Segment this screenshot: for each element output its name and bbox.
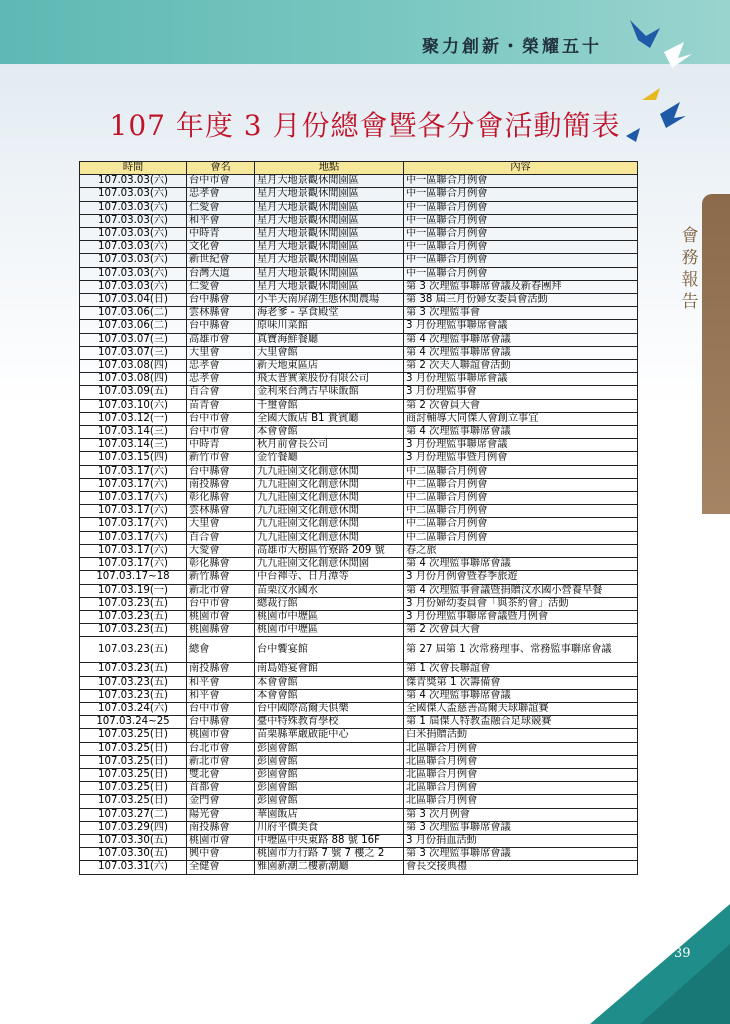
cell-time: 107.03.25(日)	[80, 742, 187, 755]
cell-location: 彭園會館	[255, 795, 404, 808]
cell-time: 107.03.17(六)	[80, 531, 187, 544]
table-row	[80, 188, 638, 201]
cell-location: 飛太普實業股份有限公司	[255, 373, 404, 386]
cell-location: 全國大飯店 B1 貴賓廳	[255, 412, 404, 425]
cell-chapter: 南投縣會	[187, 663, 255, 676]
cell-time: 107.03.10(六)	[80, 399, 187, 412]
cell-content: 商討輔導大同傑人會創立事宜	[404, 412, 638, 425]
cell-content: 中一區聯合月例會	[404, 228, 638, 241]
cell-location: 九九莊園文化創意休閒	[255, 505, 404, 518]
table-row	[80, 782, 638, 795]
cell-location: 千璽會館	[255, 399, 404, 412]
cell-time: 107.03.25(日)	[80, 768, 187, 781]
cell-location: 大里會館	[255, 346, 404, 359]
cell-time: 107.03.12(一)	[80, 412, 187, 425]
cell-time: 107.03.23(五)	[80, 676, 187, 689]
cell-time: 107.03.23(五)	[80, 689, 187, 702]
table-row	[80, 201, 638, 214]
cell-location: 九九莊園文化創意休閒園	[255, 558, 404, 571]
cell-time: 107.03.03(六)	[80, 214, 187, 227]
table-row	[80, 175, 638, 188]
cell-location: 本會會館	[255, 676, 404, 689]
cell-chapter: 仁愛會	[187, 201, 255, 214]
cell-time: 107.03.27(二)	[80, 808, 187, 821]
cell-location: 小半天南屏湖生態休閒農場	[255, 294, 404, 307]
cell-location: 川府平價美食	[255, 821, 404, 834]
table-row	[80, 426, 638, 439]
cell-chapter: 首都會	[187, 782, 255, 795]
cell-location: 彭園會館	[255, 755, 404, 768]
cell-content: 春之旅	[404, 544, 638, 557]
table-header-row	[80, 162, 638, 175]
cell-chapter: 台中縣會	[187, 294, 255, 307]
table-row	[80, 848, 638, 861]
cell-location: 秋月前會長公司	[255, 439, 404, 452]
cell-content: 中一區聯合月例會	[404, 267, 638, 280]
cell-time: 107.03.17(六)	[80, 492, 187, 505]
cell-location: 桃園市力行路 7 號 7 樓之 2	[255, 848, 404, 861]
cell-location: 真寶海鮮餐廳	[255, 333, 404, 346]
cell-content: 第 3 次月例會	[404, 808, 638, 821]
col-header-chapter: 會名	[187, 162, 255, 175]
table-row	[80, 478, 638, 491]
cell-chapter: 百合會	[187, 386, 255, 399]
cell-content: 第 38 屆三月份婦女委員會活動	[404, 294, 638, 307]
cell-content: 3 月份婦幼委員會「與茶約會」活動	[404, 597, 638, 610]
cell-time: 107.03.23(五)	[80, 663, 187, 676]
table-row	[80, 228, 638, 241]
cell-chapter: 彰化縣會	[187, 558, 255, 571]
table-row	[80, 505, 638, 518]
cell-chapter: 雲林縣會	[187, 307, 255, 320]
cell-time: 107.03.14(三)	[80, 439, 187, 452]
cell-chapter: 南投縣會	[187, 821, 255, 834]
cell-location: 九九莊園文化創意休閒	[255, 465, 404, 478]
cell-chapter: 高雄市會	[187, 333, 255, 346]
cell-time: 107.03.03(六)	[80, 175, 187, 188]
cell-content: 中一區聯合月例會	[404, 254, 638, 267]
cell-chapter: 台中市會	[187, 597, 255, 610]
cell-time: 107.03.09(五)	[80, 386, 187, 399]
cell-chapter: 彰化縣會	[187, 492, 255, 505]
cell-content: 第 4 次理監事聯席會議	[404, 333, 638, 346]
table-row	[80, 267, 638, 280]
table-row	[80, 755, 638, 768]
table-row	[80, 768, 638, 781]
cell-content: 北區聯合月例會	[404, 782, 638, 795]
cell-content: 中二區聯合月例會	[404, 465, 638, 478]
cell-location: 中台禪寺、日月潭等	[255, 571, 404, 584]
cell-location: 星月大地景觀休閒園區	[255, 280, 404, 293]
table-row	[80, 584, 638, 597]
table-row	[80, 558, 638, 571]
table-row	[80, 624, 638, 637]
cell-chapter: 中時青	[187, 439, 255, 452]
table-row	[80, 214, 638, 227]
cell-content: 中一區聯合月例會	[404, 188, 638, 201]
section-tab-label: 會務報告	[681, 226, 699, 312]
cell-chapter: 台中縣會	[187, 320, 255, 333]
table-row	[80, 399, 638, 412]
cell-content: 北區聯合月例會	[404, 795, 638, 808]
table-row	[80, 492, 638, 505]
activity-table	[79, 161, 638, 875]
cell-time: 107.03.17(六)	[80, 505, 187, 518]
cell-chapter: 台中市會	[187, 702, 255, 715]
table-row	[80, 320, 638, 333]
cell-content: 傑青獎第 1 次籌備會	[404, 676, 638, 689]
cell-time: 107.03.03(六)	[80, 188, 187, 201]
table-row	[80, 689, 638, 702]
cell-content: 中一區聯合月例會	[404, 201, 638, 214]
cell-time: 107.03.03(六)	[80, 241, 187, 254]
cell-time: 107.03.23(五)	[80, 610, 187, 623]
cell-location: 台中饗宴館	[255, 637, 404, 663]
cell-content: 第 3 次理監事聯席會議	[404, 848, 638, 861]
cell-content: 第 1 次會長聯誼會	[404, 663, 638, 676]
cell-chapter: 新竹市會	[187, 452, 255, 465]
cell-location: 星月大地景觀休閒園區	[255, 241, 404, 254]
table-row	[80, 676, 638, 689]
cell-content: 第 4 次理監事聯席會議	[404, 558, 638, 571]
cell-chapter: 苗青會	[187, 399, 255, 412]
cell-content: 3 月份月例會暨春季旅遊	[404, 571, 638, 584]
cell-time: 107.03.03(六)	[80, 254, 187, 267]
cell-location: 桃園市中壢區	[255, 610, 404, 623]
cell-time: 107.03.14(三)	[80, 426, 187, 439]
cell-time: 107.03.17(六)	[80, 544, 187, 557]
table-row	[80, 808, 638, 821]
cell-content: 中二區聯合月例會	[404, 505, 638, 518]
cell-location: 苗栗汶水國水	[255, 584, 404, 597]
table-row	[80, 861, 638, 874]
cell-chapter: 新北市會	[187, 584, 255, 597]
cell-content: 第 27 屆第 1 次常務理事、常務監事聯席會議	[404, 637, 638, 663]
cell-time: 107.03.06(二)	[80, 320, 187, 333]
cell-chapter: 興中會	[187, 848, 255, 861]
cell-location: 雅園新潮二樓新潮廳	[255, 861, 404, 874]
cell-chapter: 台中市會	[187, 175, 255, 188]
cell-location: 星月大地景觀休閒園區	[255, 254, 404, 267]
cell-chapter: 中時青	[187, 228, 255, 241]
cell-content: 3 月份理監事聯席會議	[404, 439, 638, 452]
cell-time: 107.03.17(六)	[80, 518, 187, 531]
cell-chapter: 南投縣會	[187, 478, 255, 491]
table-row	[80, 465, 638, 478]
page-title: 107 年度 3 月份總會暨各分會活動簡表	[109, 109, 621, 142]
cell-content: 第 3 次理監事聯席會議	[404, 821, 638, 834]
cell-location: 總裁行館	[255, 597, 404, 610]
cell-time: 107.03.17(六)	[80, 478, 187, 491]
cell-time: 107.03.17(六)	[80, 558, 187, 571]
cell-content: 3 月份理監事聯席會議暨月例會	[404, 610, 638, 623]
cell-time: 107.03.07(三)	[80, 346, 187, 359]
cell-time: 107.03.15(四)	[80, 452, 187, 465]
cell-location: 彭園會館	[255, 742, 404, 755]
cell-location: 星月大地景觀休閒園區	[255, 228, 404, 241]
cell-chapter: 台北市會	[187, 742, 255, 755]
header-slogan: 聚力創新・榮耀五十	[422, 37, 602, 57]
table-row	[80, 663, 638, 676]
cell-location: 台中國際高爾夫俱樂	[255, 702, 404, 715]
cell-chapter: 台中縣會	[187, 465, 255, 478]
cell-content: 第 2 次會員大會	[404, 399, 638, 412]
cell-chapter: 桃園市會	[187, 610, 255, 623]
col-header-location: 地點	[255, 162, 404, 175]
cell-time: 107.03.23(五)	[80, 637, 187, 663]
cell-content: 全國傑人盃慈善高爾夫球聯誼賽	[404, 702, 638, 715]
cell-time: 107.03.03(六)	[80, 201, 187, 214]
cell-content: 第 3 次理監事聯席會議及新春團拜	[404, 280, 638, 293]
activity-table-container	[79, 161, 637, 875]
table-row	[80, 821, 638, 834]
cell-chapter: 新竹縣會	[187, 571, 255, 584]
cell-location: 九九莊園文化創意休閒	[255, 518, 404, 531]
cell-time: 107.03.19(一)	[80, 584, 187, 597]
cell-chapter: 金門會	[187, 795, 255, 808]
cell-location: 新天地東區店	[255, 360, 404, 373]
cell-location: 九九莊園文化創意休閒	[255, 531, 404, 544]
cell-location: 海老爹 - 享食殿堂	[255, 307, 404, 320]
cell-time: 107.03.17~18	[80, 571, 187, 584]
cell-content: 中二區聯合月例會	[404, 492, 638, 505]
cell-time: 107.03.17(六)	[80, 465, 187, 478]
cell-time: 107.03.25(日)	[80, 795, 187, 808]
cell-location: 高雄市大樹區竹寮路 209 號	[255, 544, 404, 557]
cell-location: 九九莊園文化創意休閒	[255, 492, 404, 505]
cell-location: 星月大地景觀休閒園區	[255, 201, 404, 214]
table-row	[80, 531, 638, 544]
cell-content: 第 2 次夫人聯誼會活動	[404, 360, 638, 373]
table-row	[80, 333, 638, 346]
table-row	[80, 597, 638, 610]
table-row	[80, 518, 638, 531]
table-row	[80, 360, 638, 373]
cell-location: 九九莊園文化創意休閒	[255, 478, 404, 491]
cell-time: 107.03.06(二)	[80, 307, 187, 320]
cell-chapter: 新北市會	[187, 755, 255, 768]
table-row	[80, 729, 638, 742]
cell-time: 107.03.24~25	[80, 716, 187, 729]
table-row	[80, 834, 638, 847]
cell-time: 107.03.30(五)	[80, 834, 187, 847]
cell-location: 本會會館	[255, 689, 404, 702]
cell-content: 中一區聯合月例會	[404, 175, 638, 188]
cell-chapter: 新世紀會	[187, 254, 255, 267]
cell-time: 107.03.03(六)	[80, 280, 187, 293]
cell-time: 107.03.25(日)	[80, 755, 187, 768]
cell-content: 3 月份捐血活動	[404, 834, 638, 847]
cell-time: 107.03.03(六)	[80, 228, 187, 241]
table-row	[80, 795, 638, 808]
cell-chapter: 雙北會	[187, 768, 255, 781]
cell-time: 107.03.25(日)	[80, 729, 187, 742]
cell-chapter: 桃園縣會	[187, 624, 255, 637]
cell-content: 3 月份理監事聯席會議	[404, 373, 638, 386]
cell-location: 桃園市中壢區	[255, 624, 404, 637]
cell-chapter: 仁愛會	[187, 280, 255, 293]
table-row	[80, 571, 638, 584]
cell-chapter: 全健會	[187, 861, 255, 874]
cell-location: 臺中特殊教育學校	[255, 716, 404, 729]
table-row	[80, 386, 638, 399]
cell-chapter: 大里會	[187, 346, 255, 359]
cell-chapter: 陽光會	[187, 808, 255, 821]
cell-time: 107.03.23(五)	[80, 597, 187, 610]
cell-content: 3 月份理監事聯席會議	[404, 320, 638, 333]
cell-chapter: 和平會	[187, 676, 255, 689]
cell-chapter: 台中市會	[187, 426, 255, 439]
table-row	[80, 294, 638, 307]
cell-chapter: 和平會	[187, 689, 255, 702]
table-row	[80, 702, 638, 715]
cell-location: 星月大地景觀休閒園區	[255, 188, 404, 201]
cell-location: 南島婚宴會館	[255, 663, 404, 676]
table-row	[80, 716, 638, 729]
cell-time: 107.03.07(三)	[80, 333, 187, 346]
page-number: 39	[674, 946, 691, 961]
cell-chapter: 總會	[187, 637, 255, 663]
cell-time: 107.03.23(五)	[80, 624, 187, 637]
table-row	[80, 742, 638, 755]
cell-content: 中二區聯合月例會	[404, 518, 638, 531]
table-row	[80, 452, 638, 465]
cell-chapter: 百合會	[187, 531, 255, 544]
table-row	[80, 280, 638, 293]
cell-chapter: 桃園市會	[187, 834, 255, 847]
cell-time: 107.03.25(日)	[80, 782, 187, 795]
cell-content: 中一區聯合月例會	[404, 241, 638, 254]
cell-chapter: 忠孝會	[187, 188, 255, 201]
cell-content: 3 月份理監事會	[404, 386, 638, 399]
cell-content: 3 月份理監事暨月例會	[404, 452, 638, 465]
cell-location: 星月大地景觀休閒園區	[255, 214, 404, 227]
cell-content: 第 1 屆傑人特教盃融合足球競賽	[404, 716, 638, 729]
cell-location: 星月大地景觀休閒園區	[255, 175, 404, 188]
table-row	[80, 637, 638, 663]
col-header-content: 內容	[404, 162, 638, 175]
table-row	[80, 439, 638, 452]
cell-content: 白米捐贈活動	[404, 729, 638, 742]
cell-chapter: 忠孝會	[187, 360, 255, 373]
cell-location: 星月大地景觀休閒園區	[255, 267, 404, 280]
cell-content: 北區聯合月例會	[404, 742, 638, 755]
cell-chapter: 台中縣會	[187, 716, 255, 729]
table-row	[80, 241, 638, 254]
cell-chapter: 忠孝會	[187, 373, 255, 386]
cell-content: 中二區聯合月例會	[404, 478, 638, 491]
cell-location: 金竹餐廳	[255, 452, 404, 465]
cell-location: 原味川菜館	[255, 320, 404, 333]
cell-chapter: 文化會	[187, 241, 255, 254]
cell-time: 107.03.08(四)	[80, 360, 187, 373]
cell-content: 第 4 次理監事會議暨捐贈汶水國小營養早餐	[404, 584, 638, 597]
section-tab	[702, 194, 730, 514]
cell-time: 107.03.29(四)	[80, 821, 187, 834]
col-header-time: 時間	[80, 162, 187, 175]
cell-location: 彭園會館	[255, 782, 404, 795]
cell-content: 第 2 次會員大會	[404, 624, 638, 637]
cell-time: 107.03.08(四)	[80, 373, 187, 386]
cell-content: 中二區聯合月例會	[404, 531, 638, 544]
table-body	[80, 175, 638, 874]
table-row	[80, 346, 638, 359]
table-row	[80, 544, 638, 557]
cell-chapter: 雲林縣會	[187, 505, 255, 518]
cell-time: 107.03.24(六)	[80, 702, 187, 715]
cell-location: 華園飯店	[255, 808, 404, 821]
cell-content: 中一區聯合月例會	[404, 214, 638, 227]
cell-chapter: 台灣大道	[187, 267, 255, 280]
cell-location: 本會會館	[255, 426, 404, 439]
cell-content: 會長交接典禮	[404, 861, 638, 874]
cell-time: 107.03.30(五)	[80, 848, 187, 861]
table-row	[80, 373, 638, 386]
cell-content: 第 3 次理監事會	[404, 307, 638, 320]
cell-chapter: 和平會	[187, 214, 255, 227]
cell-location: 苗栗縣華嚴啟能中心	[255, 729, 404, 742]
cell-content: 第 4 次理監事聯席會議	[404, 346, 638, 359]
cell-chapter: 大里會	[187, 518, 255, 531]
cell-chapter: 台中市會	[187, 412, 255, 425]
cell-time: 107.03.31(六)	[80, 861, 187, 874]
table-row	[80, 307, 638, 320]
cell-content: 北區聯合月例會	[404, 755, 638, 768]
table-row	[80, 412, 638, 425]
cell-location: 金利來台灣古早味飯館	[255, 386, 404, 399]
corner-decoration	[590, 904, 730, 1024]
cell-chapter: 桃園市會	[187, 729, 255, 742]
cell-time: 107.03.03(六)	[80, 267, 187, 280]
cell-content: 北區聯合月例會	[404, 768, 638, 781]
cell-chapter: 大愛會	[187, 544, 255, 557]
cell-location: 中壢區中央東路 88 號 16F	[255, 834, 404, 847]
cell-content: 第 4 次理監事聯席會議	[404, 689, 638, 702]
cell-content: 第 4 次理監事聯席會議	[404, 426, 638, 439]
cell-location: 彭園會館	[255, 768, 404, 781]
cell-time: 107.03.04(日)	[80, 294, 187, 307]
table-row	[80, 254, 638, 267]
table-row	[80, 610, 638, 623]
